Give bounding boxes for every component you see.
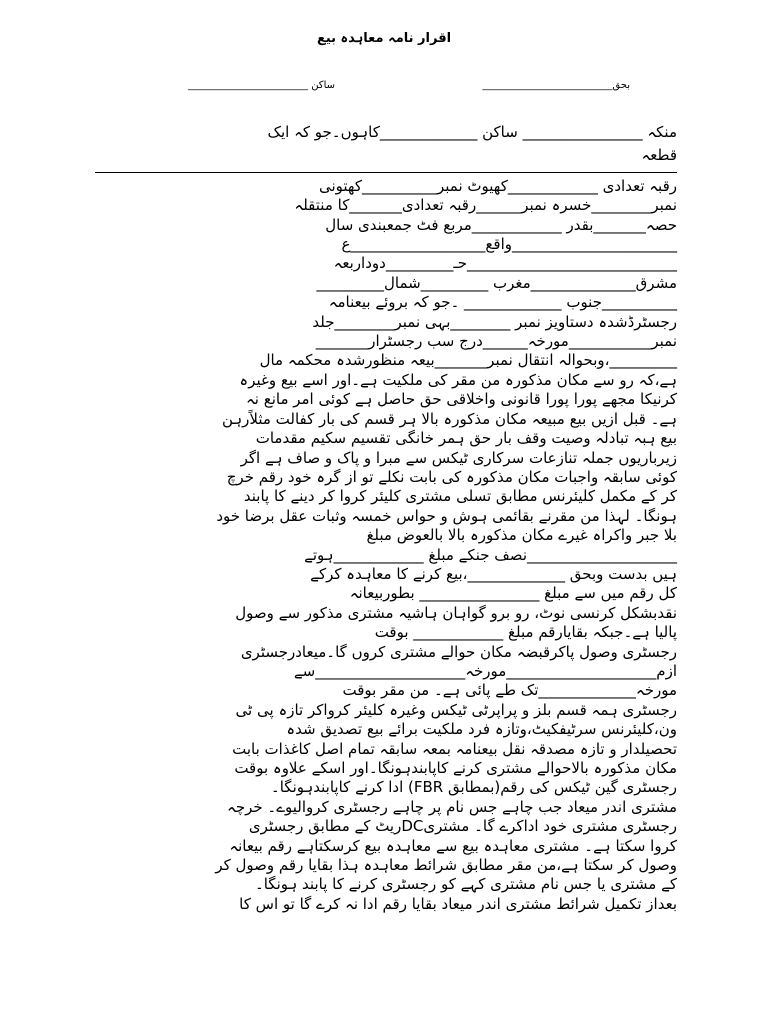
agreement-line: ہونگا۔ لہذا من مقرنے بقائمی ہوش و حواس خمسہ وثبات عقل برضا خود	[216, 506, 677, 525]
agreement-lines	[95, 177, 677, 914]
in-favor-field: بحق__________________________	[482, 80, 630, 91]
agreement-line: نقدبشکل کرنسی نوٹ، رو برو گواہان ہاشیہ مشتری مذکور سے وصول	[235, 603, 677, 622]
agreement-line: رقبہ تعدادی ____________کھیوٹ نمبر__________کھتونی	[318, 176, 677, 195]
agreement-line: __________جنوب _____________ ۔جو کہ بروئے بیعنامہ	[328, 293, 677, 312]
agreement-line: کر کے مکمل کلیئرنس مطابق تسلی مشتری کلیئر کروا کر دینے کا پابند	[243, 487, 677, 506]
resident-field: ساکن ________________________	[188, 80, 335, 91]
agreement-line: نمبر___________مورخہ______درج سب رجسٹرار_______	[315, 332, 677, 351]
agreement-line: ون،کلیئرنس سرٹیفکیٹ،وتازہ فرد ملکیت برائے بیع تصدیق شدہ	[286, 720, 677, 739]
agreement-line: رجسٹری وصول پاکرقبضہ مکان حوالے مشتری کروں گا۔میعادرجسٹری	[240, 642, 677, 661]
agreement-line: ہے،کہ رو سے مکان مذکورہ من مقر کی ملکیت ہے۔اور اسے بیع وغیرہ	[239, 370, 677, 389]
agreement-line: مشرق______________مغرب _________شمال_________	[316, 273, 677, 292]
agreement-line: وصول کر سکتا ہے،من مقر مطابق شرائط معاہدہ ہذا بقایا رقم وصول کر	[215, 856, 677, 875]
agreement-line: کوئی سابقہ واجبات مکان مذکورہ کی بابت نکلے تو از گرہ خود رقم خرچ	[226, 467, 677, 486]
intro-line: قطعہ	[641, 146, 677, 165]
agreement-line: بلا جبر واکراہ غیرے مکان مذکورہ بالا بالعوض مبلغ	[366, 526, 677, 545]
agreement-line: تحصیلدار و تازہ مصدقہ نقل بیعنامہ بمعہ سابقہ تمام اصل کاغذات بابت	[232, 739, 677, 758]
agreement-line: ازم____________________مورخہ____________________سے	[293, 661, 677, 680]
agreement-line: ____________________________حـ_________دوداربعہ	[333, 254, 677, 273]
agreement-line: حصہ_______بقدر ____________مربع فٹ جمعبندی سال	[325, 215, 677, 234]
agreement-line: ہیں بدست وبحق _____________،بیع کرنے کا معاہدہ کرکے	[310, 564, 677, 583]
agreement-line: رجسٹری مشتری خود اداکرے گا۔ مشتریDCریٹ کے مطابق رجسٹری	[248, 817, 677, 836]
document-title: اقرار نامہ معاہدہ بیع	[316, 31, 452, 46]
agreement-line: _________،وبحوالہ انتقال نمبر_______بیعہ منظورشدہ محکمہ مال	[259, 351, 677, 370]
agreement-line: مشتری اندر میعاد جب چاہے جس نام پر چاہے رجسٹری کروالیوے۔ خرچہ	[227, 797, 677, 816]
agreement-line: رجسٹری ہمہ قسم بلز و پراپرٹی ٹیکس وغیرہ کلیئر کرواکر تازہ پی ٹی	[235, 700, 677, 719]
agreement-line: مورخہ_____________تک طے پائی ہے۔ من مقر بوقت	[342, 681, 677, 700]
agreement-line: بیع ہبہ تبادلہ وصیت وقف بار حق ہمر خانگی تقسیم سکیم مقدمات	[255, 429, 677, 448]
agreement-line: نمبر________خسرہ نمبر______رقبہ تعدادی_______کا منتقلہ	[294, 196, 677, 215]
agreement-line: رجسٹرڈشدہ دستاویز نمبر ________بہی نمبر________جلد	[312, 312, 677, 331]
agreement-line: مکان مذکورہ بالاحوالے مشتری کرنے کاپابندہونگا۔اور اسکے علاوہ بوقت	[234, 759, 677, 777]
agreement-line: کرنیکا مجھے پورا پورا قانونی واخلاقی حق حاصل ہے کوئی امر مانع نہ	[245, 390, 677, 409]
agreement-line: کروا سکتا ہے۔ مشتری معاہدہ بیع سے معاہدہ بیع کرسکتاہے رقم بیعانہ	[229, 836, 677, 855]
agreement-line: کے مشتری یا جس نام مشتری کہے کو رجسٹری کرنے کا پابند ہونگا۔	[254, 875, 677, 894]
agreement-line: رجسٹری گین ٹیکس کی رقم(بمطابق FBR) ادا کرنے کاپابندہونگا۔	[270, 778, 677, 797]
agreement-body	[95, 123, 677, 914]
agreement-line: بعداز تکمیل شرائط مشتری اندر میعاد بقایا رقم ادا نہ کرے گا تو اس کا	[239, 894, 677, 913]
agreement-line: ہے۔ قبل ازیں بیع مبیعہ مکان مذکورہ بالا ہر قسم کی بار کفالت مثلاًرہن	[221, 409, 677, 428]
blank-rule-line	[95, 172, 677, 173]
agreement-line: زیرباریوں جملہ تنازعات سرکاری ٹیکس سے مبرا و پاک و صاف ہے اگر	[240, 448, 677, 467]
agreement-line: پالیا ہے۔جبکہ بقایارقم مبلغ ____________ بوقت	[374, 623, 677, 642]
intro-line: منکہ ________________ ساکن _____________کاہوں۔جو کہ ایک	[267, 123, 677, 141]
agreement-line: کل رقم میں سے مبلغ ________________ بطوربیعانہ	[349, 584, 677, 603]
party-line	[120, 80, 640, 102]
agreement-line: ______________________واقع__________________ع	[341, 235, 677, 254]
agreement-line: ____________________نصف جنکے مبلغ ____________ہوتے	[304, 545, 677, 564]
